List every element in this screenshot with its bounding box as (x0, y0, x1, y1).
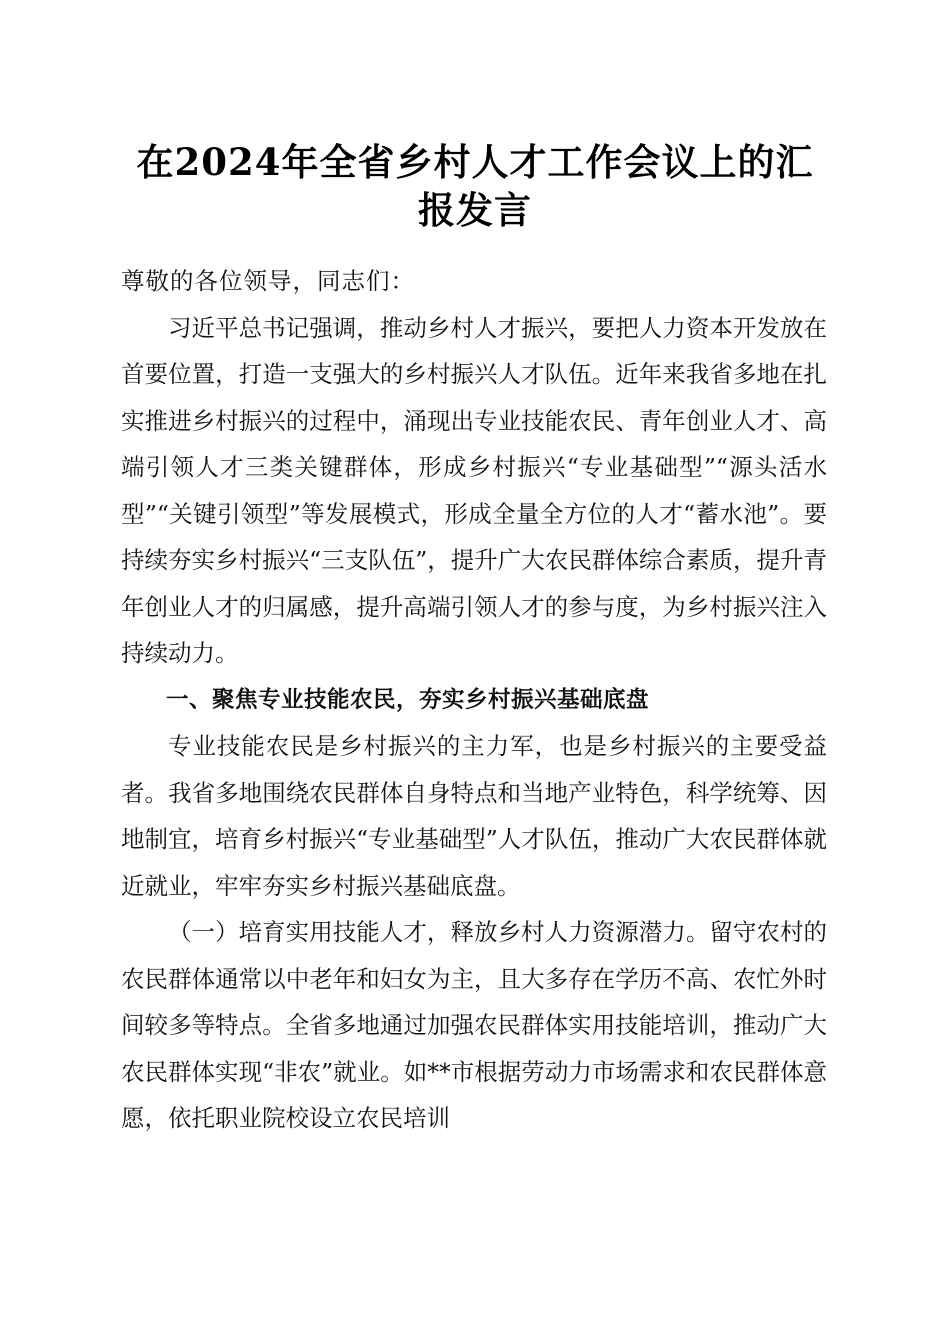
document-body (121, 258, 827, 1142)
salutation: 尊敬的各位领导，同志们： (121, 267, 415, 295)
section-heading-1: 一、聚焦专业技能农民，夯实乡村振兴基础底盘 (166, 686, 650, 713)
document-title: 在2024年全省乡村人才工作会议上的汇报发言 (136, 140, 814, 232)
section-1-intro: 专业技能农民是乡村振兴的主力军，也是乡村振兴的主要受益者。我省多地围绕农民群体自身特点和当地产业特色，科学统筹、因地制宜，培育乡村振兴“专业基础型”人才队伍，推动广大农民群体就近就业，牢牢夯实乡村振兴基础底盘。 (121, 732, 827, 900)
paragraph-intro: 习近平总书记强调，推动乡村人才振兴，要把人力资本开发放在首要位置，打造一支强大的乡村振兴人才队伍。近年来我省多地在扎实推进乡村振兴的过程中，涌现出专业技能农民、青年创业人才、高端引领人才三类关键群体，形成乡村振兴“专业基础型”“源头活水型”“关键引领型”等发展模式，形成全量全方位的人才“蓄水池”。要持续夯实乡村振兴“三支队伍”，提升广大农民群体综合素质，提升青年创业人才的归属感，提升高端引领人才的参与度，为乡村振兴注入持续动力。 (121, 313, 827, 667)
section-1-sub-1: （一）培育实用技能人才，释放乡村人力资源潜力。留守农村的农民群体通常以中老年和妇女为主，且大多存在学历不高、农忙外时间较多等特点。全省多地通过加强农民群体实用技能培训，推动广大农民群体实现“非农”就业。如**市根据劳动力市场需求和农民群体意愿，依托职业院校设立农民培训 (121, 918, 827, 1132)
